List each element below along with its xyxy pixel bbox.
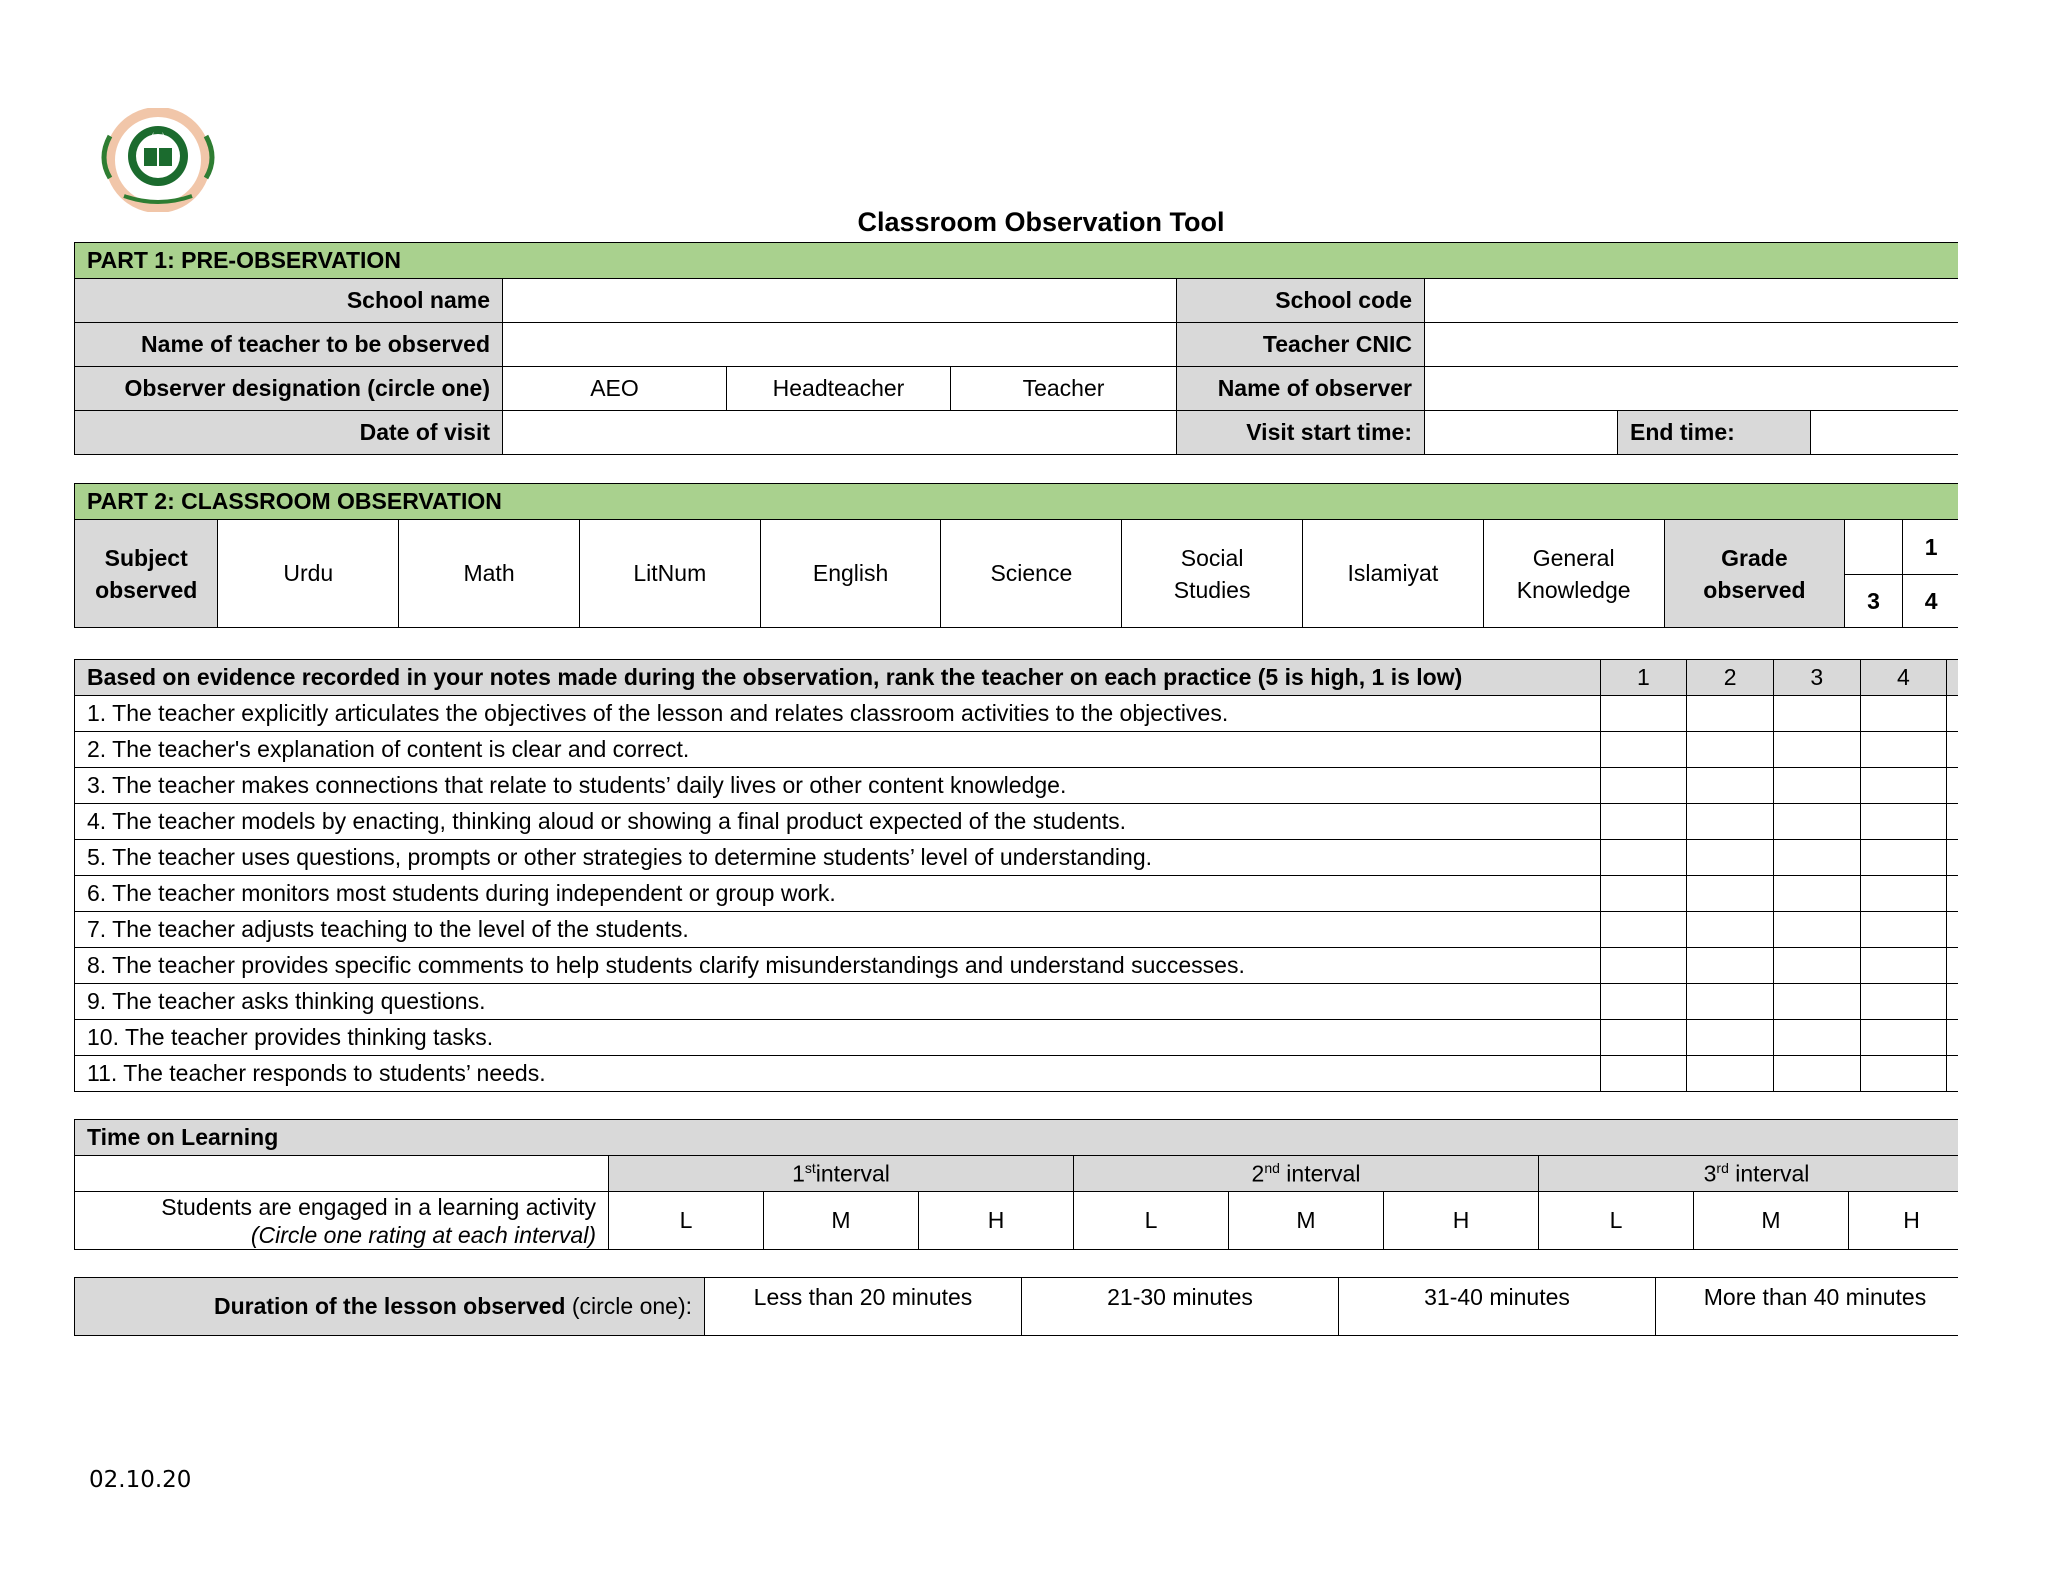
duration-option-31-40[interactable]: 31-40 minutes <box>1339 1278 1656 1336</box>
interval-2-level-m[interactable]: M <box>1229 1192 1384 1250</box>
practice-item: 8. The teacher provides specific comments to help students clarify misunderstandings and understand successes. <box>75 948 1601 984</box>
score-cell-2[interactable] <box>1687 1020 1774 1056</box>
score-cell-4[interactable] <box>1860 804 1947 840</box>
practice-item: 11. The teacher responds to students’ needs. <box>75 1056 1601 1092</box>
grade-option-blank[interactable] <box>1845 520 1903 575</box>
interval-1-level-h[interactable]: H <box>919 1192 1074 1250</box>
score-cell-1[interactable] <box>1600 768 1687 804</box>
score-cell-3[interactable] <box>1773 1056 1860 1092</box>
score-cell-5[interactable] <box>1947 948 1958 984</box>
score-cell-3[interactable] <box>1773 948 1860 984</box>
score-cell-3[interactable] <box>1773 1020 1860 1056</box>
practice-item: 6. The teacher monitors most students during independent or group work. <box>75 876 1601 912</box>
score-cell-1[interactable] <box>1600 912 1687 948</box>
practice-item: 2. The teacher's explanation of content is clear and correct. <box>75 732 1601 768</box>
teacher-name-label: Name of teacher to be observed <box>75 323 503 367</box>
subject-option-urdu[interactable]: Urdu <box>218 520 399 628</box>
score-cell-3[interactable] <box>1773 840 1860 876</box>
score-cell-1[interactable] <box>1600 1056 1687 1092</box>
score-cell-4[interactable] <box>1860 1056 1947 1092</box>
designation-option-teacher[interactable]: Teacher <box>951 367 1177 411</box>
practice-item: 3. The teacher makes connections that relate to students’ daily lives or other content knowledge. <box>75 768 1601 804</box>
duration-option-21-30[interactable]: 21-30 minutes <box>1022 1278 1339 1336</box>
score-cell-4[interactable] <box>1860 876 1947 912</box>
score-cell-5[interactable] <box>1947 732 1958 768</box>
score-cell-1[interactable] <box>1600 840 1687 876</box>
score-cell-4[interactable] <box>1860 696 1947 732</box>
observer-designation-label: Observer designation (circle one) <box>75 367 503 411</box>
engagement-label: Students are engaged in a learning activity (Circle one rating at each interval) <box>75 1192 609 1250</box>
grade-observed-label: Grade observed <box>1664 520 1845 628</box>
score-cell-2[interactable] <box>1687 732 1774 768</box>
score-header-1: 1 <box>1600 660 1687 696</box>
score-cell-3[interactable] <box>1773 768 1860 804</box>
score-cell-2[interactable] <box>1687 696 1774 732</box>
score-cell-1[interactable] <box>1600 1020 1687 1056</box>
school-code-field[interactable] <box>1425 279 1959 323</box>
observer-name-field[interactable] <box>1425 367 1959 411</box>
score-cell-4[interactable] <box>1860 840 1947 876</box>
designation-option-headteacher[interactable]: Headteacher <box>727 367 951 411</box>
duration-label: Duration of the lesson observed (circle one): <box>75 1278 705 1336</box>
subject-option-social-studies[interactable]: Social Studies <box>1122 520 1303 628</box>
score-cell-3[interactable] <box>1773 696 1860 732</box>
time-on-learning-heading: Time on Learning <box>75 1120 1959 1156</box>
duration-option-gt40[interactable]: More than 40 minutes <box>1656 1278 1959 1336</box>
score-cell-2[interactable] <box>1687 804 1774 840</box>
interval-3-level-m[interactable]: M <box>1694 1192 1849 1250</box>
duration-option-lt20[interactable]: Less than 20 minutes <box>705 1278 1022 1336</box>
date-of-visit-field[interactable] <box>503 411 1177 455</box>
interval-1-header: 1stinterval <box>609 1156 1074 1192</box>
score-cell-3[interactable] <box>1773 732 1860 768</box>
grade-option-1[interactable]: 1 <box>1902 520 1958 575</box>
score-cell-1[interactable] <box>1600 696 1687 732</box>
interval-2-header: 2nd interval <box>1074 1156 1539 1192</box>
score-cell-5[interactable] <box>1947 696 1958 732</box>
practice-item: 7. The teacher adjusts teaching to the level of the students. <box>75 912 1601 948</box>
score-cell-1[interactable] <box>1600 804 1687 840</box>
grade-option-3[interactable]: 3 <box>1845 575 1903 628</box>
score-cell-1[interactable] <box>1600 876 1687 912</box>
visit-start-label: Visit start time: <box>1177 411 1425 455</box>
end-time-field[interactable] <box>1811 411 1959 455</box>
score-cell-3[interactable] <box>1773 876 1860 912</box>
score-header-3: 3 <box>1773 660 1860 696</box>
score-cell-4[interactable] <box>1860 732 1947 768</box>
score-cell-5[interactable] <box>1947 1056 1958 1092</box>
teacher-cnic-field[interactable] <box>1425 323 1959 367</box>
part1-section <box>74 242 1958 456</box>
score-cell-1[interactable] <box>1600 984 1687 1020</box>
subject-option-science[interactable]: Science <box>941 520 1122 628</box>
practice-item: 10. The teacher provides thinking tasks. <box>75 1020 1601 1056</box>
part2-section <box>74 483 1958 631</box>
score-cell-2[interactable] <box>1687 768 1774 804</box>
duration-section <box>74 1277 1958 1337</box>
page-title: Classroom Observation Tool <box>857 207 1225 237</box>
score-header-5 <box>1947 660 1958 696</box>
school-code-label: School code <box>1177 279 1425 323</box>
score-cell-4[interactable] <box>1860 948 1947 984</box>
date-of-visit-label: Date of visit <box>75 411 503 455</box>
grade-option-4[interactable]: 4 <box>1902 575 1958 628</box>
score-cell-4[interactable] <box>1860 768 1947 804</box>
score-cell-2[interactable] <box>1687 1056 1774 1092</box>
subject-observed-label: Subject observed <box>75 520 218 628</box>
end-time-label: End time: <box>1618 411 1811 455</box>
footer-date: 02.10.20 <box>89 1467 192 1493</box>
score-cell-5[interactable] <box>1947 912 1958 948</box>
score-cell-5[interactable] <box>1947 876 1958 912</box>
score-cell-2[interactable] <box>1687 912 1774 948</box>
score-cell-5[interactable] <box>1947 768 1958 804</box>
subject-option-islamiyat[interactable]: Islamiyat <box>1303 520 1484 628</box>
part2-heading: PART 2: CLASSROOM OBSERVATION <box>75 484 1959 520</box>
interval-3-header: 3rd interval <box>1539 1156 1959 1192</box>
school-name-label: School name <box>75 279 503 323</box>
practice-item: 1. The teacher explicitly articulates the objectives of the lesson and relates classroom activities to the objectives. <box>75 696 1601 732</box>
score-cell-5[interactable] <box>1947 840 1958 876</box>
score-cell-2[interactable] <box>1687 876 1774 912</box>
practice-item: 5. The teacher uses questions, prompts or other strategies to determine students’ level of understanding. <box>75 840 1601 876</box>
score-cell-1[interactable] <box>1600 732 1687 768</box>
part1-heading: PART 1: PRE-OBSERVATION <box>75 243 1959 279</box>
score-cell-1[interactable] <box>1600 948 1687 984</box>
score-header-2: 2 <box>1687 660 1774 696</box>
teacher-cnic-label: Teacher CNIC <box>1177 323 1425 367</box>
academy-seal-logo <box>88 108 228 212</box>
ranking-section <box>74 659 1958 1093</box>
score-cell-4[interactable] <box>1860 1020 1947 1056</box>
score-cell-2[interactable] <box>1687 840 1774 876</box>
score-cell-2[interactable] <box>1687 948 1774 984</box>
subject-option-math[interactable]: Math <box>399 520 580 628</box>
ranking-header: Based on evidence recorded in your notes made during the observation, rank the teacher on each practice (5 is high, 1 is low) <box>75 660 1601 696</box>
subject-option-litnum[interactable]: LitNum <box>579 520 760 628</box>
practice-item: 4. The teacher models by enacting, thinking aloud or showing a final product expected of the students. <box>75 804 1601 840</box>
designation-option-aeo[interactable]: AEO <box>503 367 727 411</box>
interval-1-level-m[interactable]: M <box>764 1192 919 1250</box>
score-cell-4[interactable] <box>1860 912 1947 948</box>
score-cell-5[interactable] <box>1947 804 1958 840</box>
subject-option-english[interactable]: English <box>760 520 941 628</box>
score-cell-5[interactable] <box>1947 1020 1958 1056</box>
visit-start-field[interactable] <box>1425 411 1618 455</box>
interval-3-level-l[interactable]: L <box>1539 1192 1694 1250</box>
interval-blank-cell <box>75 1156 609 1192</box>
score-cell-5[interactable] <box>1947 984 1958 1020</box>
score-cell-2[interactable] <box>1687 984 1774 1020</box>
interval-2-level-l[interactable]: L <box>1074 1192 1229 1250</box>
interval-2-level-h[interactable]: H <box>1384 1192 1539 1250</box>
time-on-learning-section <box>74 1119 1958 1252</box>
observer-name-label: Name of observer <box>1177 367 1425 411</box>
practice-item: 9. The teacher asks thinking questions. <box>75 984 1601 1020</box>
interval-3-level-h[interactable]: H <box>1849 1192 1959 1250</box>
score-cell-3[interactable] <box>1773 984 1860 1020</box>
school-name-field[interactable] <box>503 279 1177 323</box>
score-header-4: 4 <box>1860 660 1947 696</box>
subject-option-general-knowledge[interactable]: General Knowledge <box>1483 520 1664 628</box>
interval-1-level-l[interactable]: L <box>609 1192 764 1250</box>
score-cell-4[interactable] <box>1860 984 1947 1020</box>
score-cell-3[interactable] <box>1773 912 1860 948</box>
score-cell-3[interactable] <box>1773 804 1860 840</box>
teacher-name-field[interactable] <box>503 323 1177 367</box>
